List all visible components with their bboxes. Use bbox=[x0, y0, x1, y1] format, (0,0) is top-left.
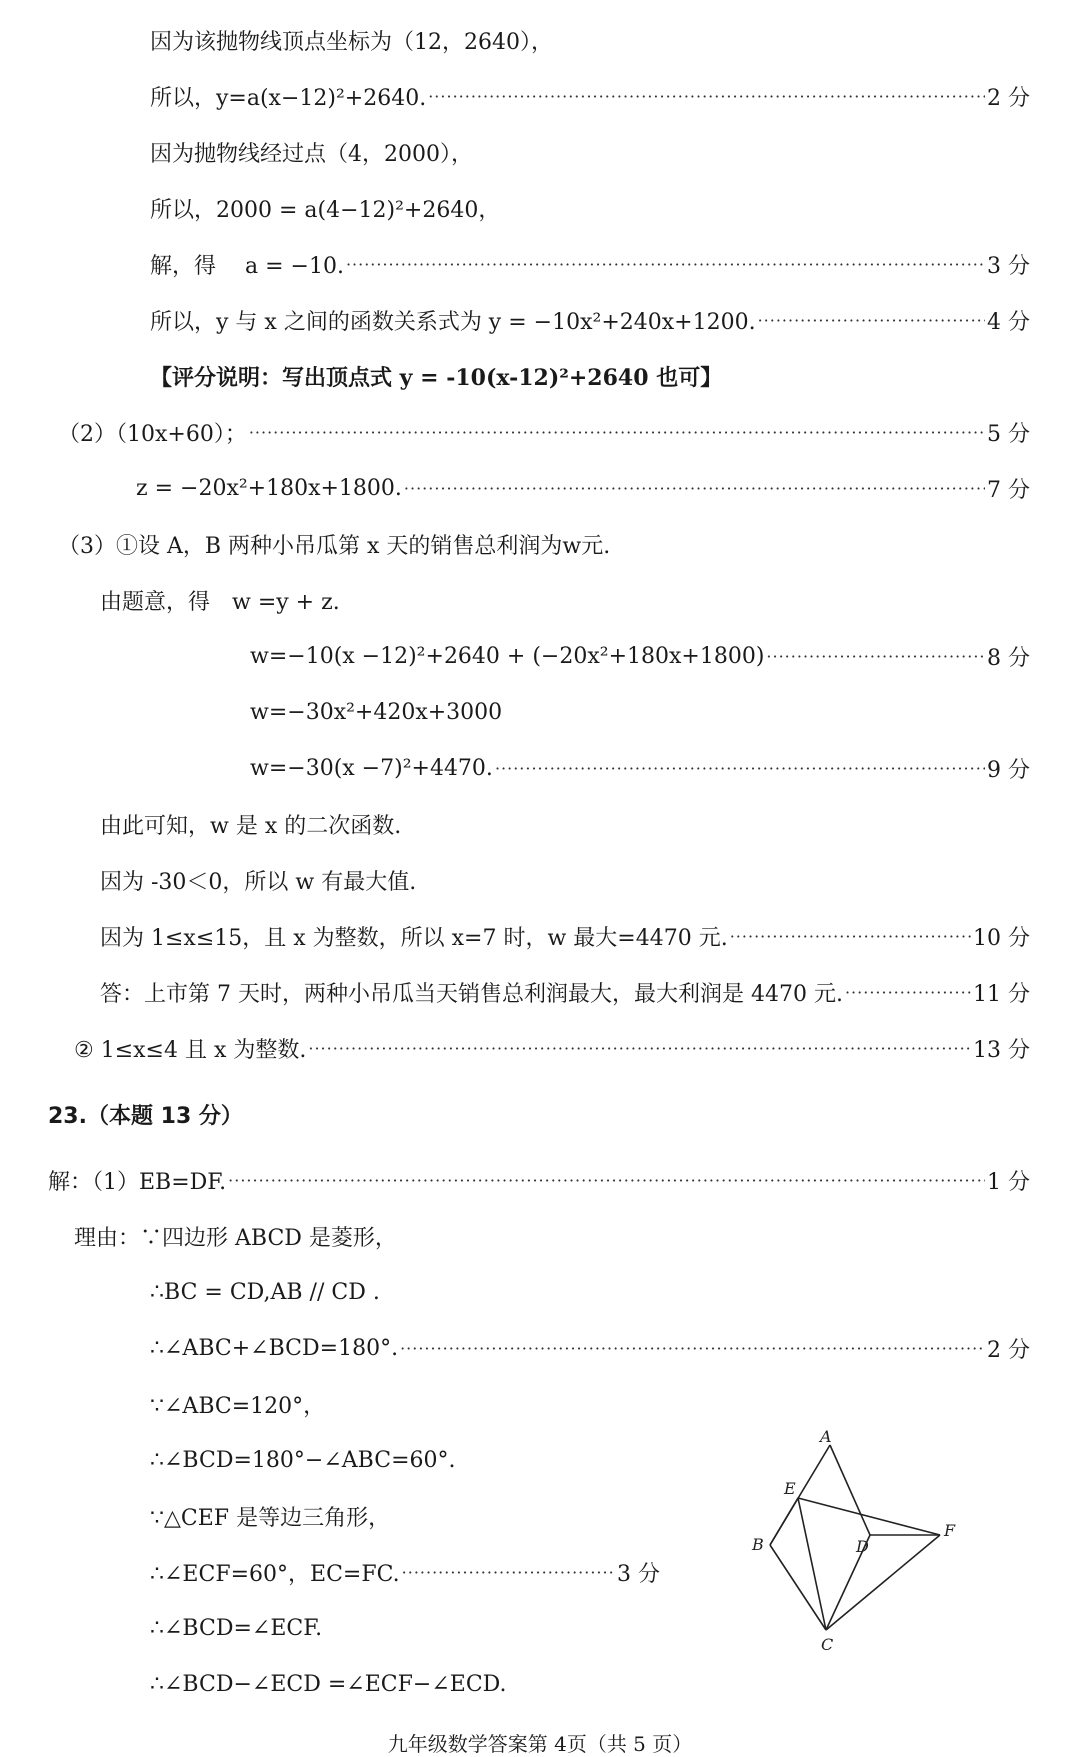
score: 8 分 bbox=[987, 645, 1030, 671]
line-9: z = −20x²+180x+1800. ····· 7 分 bbox=[136, 470, 1030, 506]
score: 2 分 bbox=[987, 85, 1030, 111]
segment-AD bbox=[830, 1445, 870, 1535]
scoring-note: 【评分说明：写出顶点式 y = -10(x-12)²+2640 也可】 bbox=[150, 364, 723, 391]
line-15: 由此可知，w 是 x 的二次函数. bbox=[100, 813, 402, 839]
score: 5 分 bbox=[987, 421, 1030, 447]
score: 4 分 bbox=[987, 309, 1030, 335]
line-26: ∴∠BCD=180°−∠ABC=60°. bbox=[150, 1447, 456, 1473]
line-10: （3）①设 A，B 两种小吊瓜第 x 天的销售总利润为w元. bbox=[58, 533, 611, 559]
line-12: w=−10(x −12)²+2640 + (−20x²+180x+1800) ····· 8 分 bbox=[250, 638, 1030, 674]
question-23-heading: 23.（本题 13 分） bbox=[48, 1103, 243, 1129]
geometry-figure bbox=[740, 1430, 970, 1660]
line-13: w=−30x²+420x+3000 bbox=[250, 699, 503, 725]
score: 13 分 bbox=[973, 1037, 1030, 1063]
segment-CF bbox=[826, 1535, 940, 1630]
line-14: w=−30(x −7)²+4470. ····· 9 分 bbox=[250, 750, 1030, 786]
line-8: （2）（10x+60）； ····· 5 分 bbox=[58, 414, 1030, 450]
line-19: ② 1≤x≤4 且 x 为整数. ····· 13 分 bbox=[74, 1030, 1030, 1066]
line-2: 所以，y=a(x−12)²+2640. ····· 2 分 bbox=[150, 78, 1030, 114]
line-11: 由题意，得 w =y + z. bbox=[100, 589, 340, 615]
line-30: ∴∠BCD−∠ECD =∠ECF−∠ECD. bbox=[150, 1671, 507, 1697]
label-B: B bbox=[752, 1535, 764, 1554]
line-18: 答：上市第 7 天时，两种小吊瓜当天销售总利润最大，最大利润是 4470 元. ····· 11 分 bbox=[100, 974, 1030, 1010]
score: 7 分 bbox=[987, 477, 1030, 503]
line-25: ∵∠ABC=120°， bbox=[150, 1393, 326, 1419]
line-6: 所以，y 与 x 之间的函数关系式为 y = −10x²+240x+1200. ····· 4 分 bbox=[150, 302, 1030, 338]
label-F: F bbox=[944, 1521, 956, 1540]
line-1: 因为该抛物线顶点坐标为（12，2640）， bbox=[150, 29, 553, 55]
line-16: 因为 -30＜0，所以 w 有最大值. bbox=[100, 869, 417, 895]
line-21: 解：（1）EB=DF. ····· 1 分 bbox=[48, 1162, 1030, 1198]
label-E: E bbox=[784, 1479, 796, 1498]
score: 2 分 bbox=[987, 1337, 1030, 1363]
line-27: ∵△CEF 是等边三角形， bbox=[150, 1505, 391, 1531]
score: 11 分 bbox=[973, 981, 1030, 1007]
line-29: ∴∠BCD=∠ECF. bbox=[150, 1615, 323, 1641]
line-5: 解，得 a = −10. ····· 3 分 bbox=[150, 246, 1030, 282]
line-17: 因为 1≤x≤15，且 x 为整数，所以 x=7 时，w 最大=4470 元. ····· 10 分 bbox=[100, 918, 1030, 954]
label-C: C bbox=[821, 1635, 834, 1654]
page-footer: 九年级数学答案第 4页（共 5 页） bbox=[387, 1732, 693, 1756]
line-28: ∴∠ECF=60°，EC=FC. ····· 3 分 bbox=[150, 1554, 660, 1590]
score: 3 分 bbox=[987, 253, 1030, 279]
line-24: ∴∠ABC+∠BCD=180°. ····· 2 分 bbox=[150, 1330, 1030, 1366]
line-4: 所以，2000 = a(4−12)²+2640， bbox=[150, 197, 501, 223]
label-A: A bbox=[820, 1430, 832, 1446]
line-22: 理由：∵四边形 ABCD 是菱形， bbox=[74, 1225, 397, 1251]
score: 9 分 bbox=[987, 757, 1030, 783]
score: 1 分 bbox=[987, 1169, 1030, 1195]
segment-EF bbox=[798, 1498, 940, 1535]
line-3: 因为抛物线经过点（4，2000）， bbox=[150, 141, 473, 167]
score: 3 分 bbox=[617, 1561, 660, 1587]
label-D: D bbox=[856, 1537, 869, 1556]
line-23: ∴BC = CD,AB // CD . bbox=[150, 1279, 380, 1305]
score: 10 分 bbox=[973, 925, 1030, 951]
segment-EB bbox=[770, 1498, 798, 1545]
